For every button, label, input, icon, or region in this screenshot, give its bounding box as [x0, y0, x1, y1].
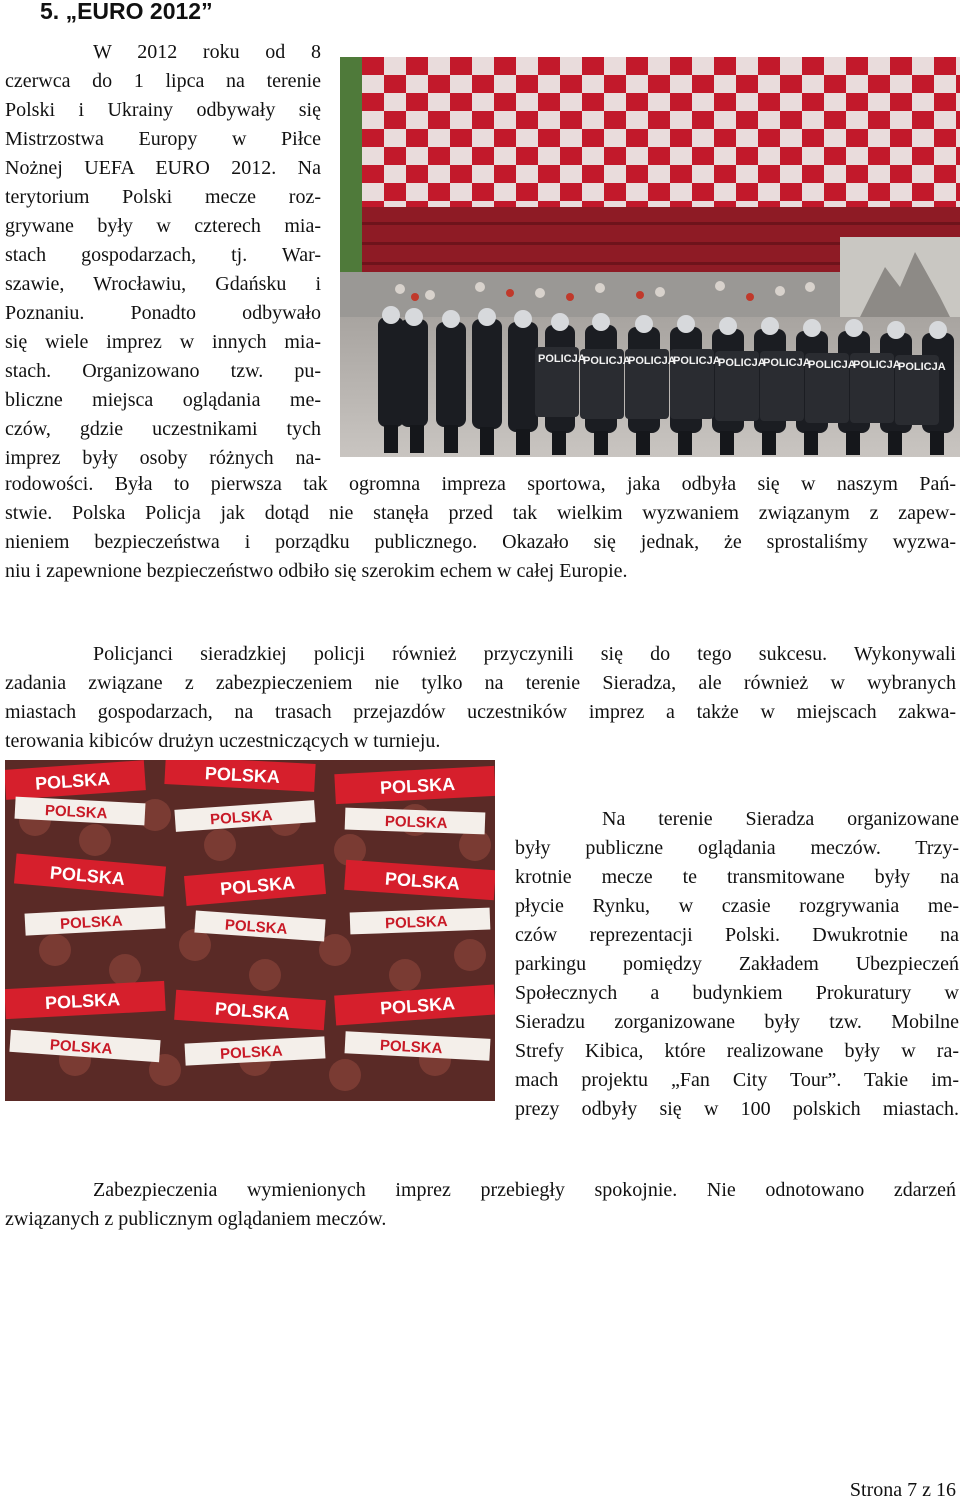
text-line: grywane były w czterech mia- [5, 215, 321, 237]
scarf-text: POLSKA [44, 802, 108, 823]
text-line: czów, gdzie uczestnikami tych [5, 418, 321, 440]
police-shield-label: POLICJA [808, 359, 856, 371]
text-line: W 2012 roku od 8 [93, 41, 321, 63]
scarf-text: POLSKA [384, 913, 448, 933]
stadium-police-photo [340, 57, 960, 457]
police-shield-label: POLICJA [673, 355, 721, 367]
text-line: terytorium Polski mecze roz- [5, 186, 321, 208]
text-line: niu i zapewnione bezpieczeństwo odbiło się szerokim echem w całej Europie. [5, 560, 628, 582]
text-line: szawie, Wrocławiu, Gdańsku i [5, 273, 321, 295]
section-heading: 5. „EURO 2012” [40, 0, 213, 24]
scarf-text: POLSKA [44, 989, 121, 1014]
text-line: się wiele imprez w innych mia- [5, 331, 321, 353]
police-shield-label: POLICJA [763, 357, 811, 369]
text-line: Społecznych a budynkiem Prokuratury w [515, 982, 959, 1004]
text-line: bliczne miejsca oglądania me- [5, 389, 321, 411]
scarf-text: POLSKA [224, 916, 288, 938]
scarf-text: POLSKA [379, 1037, 443, 1058]
text-line: Polski i Ukrainy odbywały się [5, 99, 321, 121]
text-line: stach gospodarzach, tj. War- [5, 244, 321, 266]
police-shield-label: POLICJA [718, 357, 766, 369]
text-line: stach. Organizowano tzw. pu- [5, 360, 321, 382]
text-line: miastach gospodarzach, na trasach przejazdów uczestników imprez a także w miejscach zakwa- [5, 701, 956, 723]
text-line: rodowości. Była to pierwsza tak ogromna impreza sportowa, jaka odbyła się w naszym Pań- [5, 473, 956, 495]
text-line: Poznaniu. Ponadto odbywało [5, 302, 321, 324]
text-line: związanych z publicznym oglądaniem meczów. [5, 1208, 387, 1230]
text-line: Nożnej UEFA EURO 2012. Na [5, 157, 321, 179]
text-line: czów reprezentacji Polski. Dwukrotnie na [515, 924, 959, 946]
text-line: nieniem bezpieczeństwa i porządku publicznego. Okazało się jednak, że sprostaliśmy wyzwa- [5, 531, 956, 553]
text-line: były publiczne oglądania meczów. Trzy- [515, 837, 959, 859]
fans-scarves-photo [5, 760, 495, 1101]
text-line: krotnie mecze te transmitowane były na [515, 866, 959, 888]
police-shield-label: POLICJA [853, 359, 901, 371]
text-line: Policjanci sieradzkiej policji również przyczynili się do tego sukcesu. Wykonywali [93, 643, 956, 665]
text-line: Mistrzostwa Europy w Piłce [5, 128, 321, 150]
scarf-text: POLSKA [384, 868, 461, 894]
scarf-text: POLSKA [209, 807, 274, 829]
text-line: parkingu pomiędzy Zakładem Ubezpieczeń [515, 953, 959, 975]
scarf-text: POLSKA [379, 773, 456, 798]
page-number: Strona 7 z 16 [849, 1479, 956, 1501]
text-line: terowania kibiców drużyn uczestniczących w turnieju. [5, 730, 441, 752]
scarf-text: POLSKA [384, 812, 448, 833]
scarf-text: POLSKA [49, 862, 126, 890]
scarf-text: POLSKA [379, 993, 456, 1019]
police-shield-label: POLICJA [898, 361, 946, 373]
text-line: prezy odbyły się w 100 polskich miastach. [515, 1098, 959, 1120]
text-line: zadania związane z zabezpieczeniem nie tylko na terenie Sieradza, ale również w wybranych [5, 672, 956, 694]
text-line: Na terenie Sieradza organizowane [602, 808, 959, 830]
police-shield-label: POLICJA [628, 355, 676, 367]
text-line: imprez były osoby różnych na- [5, 447, 321, 469]
text-line: czerwca do 1 lipca na terenie [5, 70, 321, 92]
police-shield-label: POLICJA [583, 355, 631, 367]
scarf-text: POLSKA [49, 1036, 113, 1058]
police-shield-label: POLICJA [538, 353, 586, 365]
scarf-text: POLSKA [219, 872, 296, 900]
scarf-text: POLSKA [204, 763, 281, 788]
scarf-text: POLSKA [59, 912, 124, 933]
scarf-text: POLSKA [219, 1042, 284, 1063]
text-line: mach projektu „Fan City Tour”. Takie im- [515, 1069, 959, 1091]
text-line: stwie. Polska Policja jak dotąd nie stanęła przed tak wielkim wyzwaniem związanym z zapew- [5, 502, 956, 524]
text-line: Strefy Kibica, które realizowane były w ra- [515, 1040, 959, 1062]
text-line: Zabezpieczenia wymienionych imprez przebiegły spokojnie. Nie odnotowano zdarzeń [93, 1179, 956, 1201]
text-line: Sieradzu zorganizowane były tzw. Mobilne [515, 1011, 959, 1033]
scarf-text: POLSKA [34, 768, 111, 794]
scarf-text: POLSKA [214, 998, 291, 1024]
text-line: płycie Rynku, w czasie rozgrywania me- [515, 895, 959, 917]
